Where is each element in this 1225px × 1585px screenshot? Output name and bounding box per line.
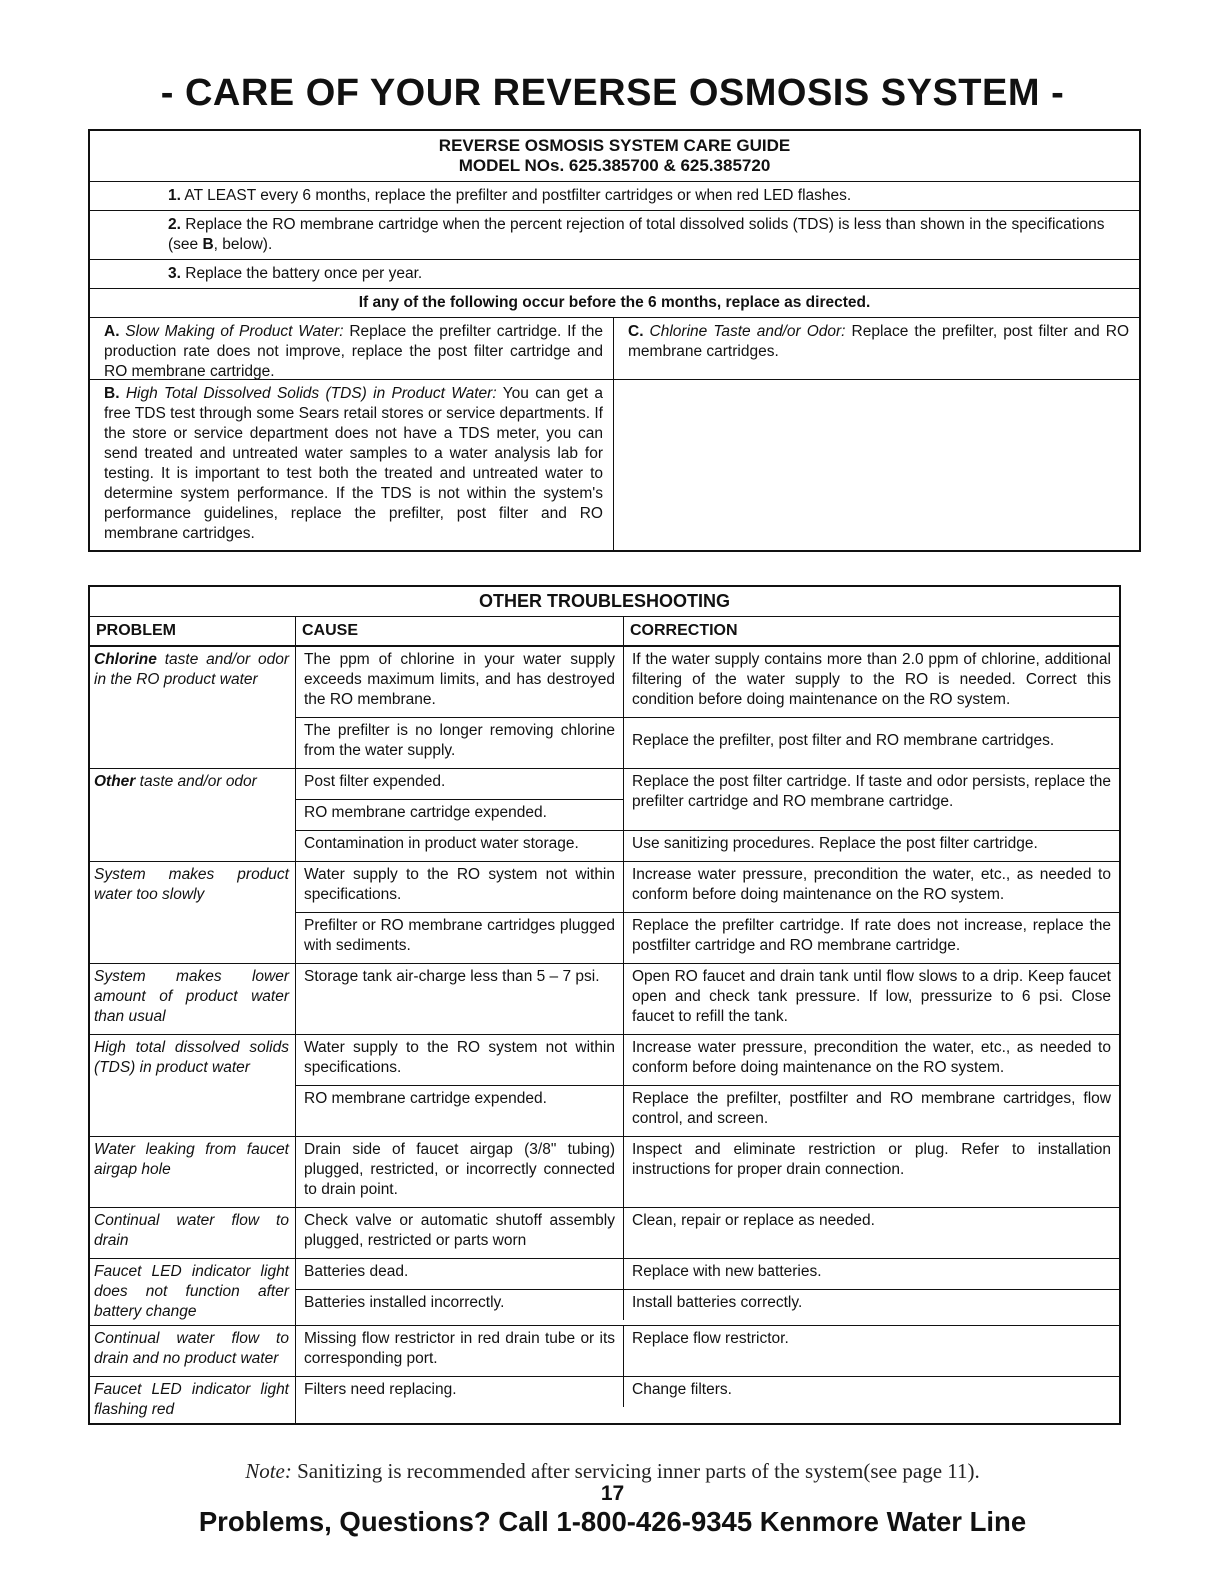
care-step-3 [90, 260, 1139, 289]
cause-cell: Water supply to the RO system not within specifications. [296, 862, 624, 912]
problem-cell: Faucet LED indicator light flashing red [90, 1377, 296, 1423]
item-letter: A. [104, 323, 120, 340]
table-row [90, 1259, 1119, 1326]
problem-text: taste and/or odor [135, 773, 257, 790]
table-row [90, 769, 1119, 862]
cause-cell: Water supply to the RO system not within specifications. [296, 1035, 624, 1085]
item-text: Replace the prefilter cartridge. If the production rate does not improve, replace the post filter cartridge and RO membrane cartridge. [104, 323, 603, 380]
correction-cell: Replace the prefilter cartridge. If rate does not increase, replace the postfilter cartridge and RO membrane cartridge. [632, 917, 1111, 954]
phone-line: Problems, Questions? Call 1-800-426-9345 Kenmore Water Line [198, 1506, 1027, 1537]
care-condition-row: If any of the following occur before the 6 months, replace as directed. [90, 289, 1139, 318]
correction-cell: Increase water pressure, precondition the water, etc., as needed to conform before doing maintenance on the RO system. [632, 1039, 1111, 1076]
care-step-1 [90, 182, 1139, 211]
note-label: Note: [245, 1459, 292, 1483]
cause-correction-pair [296, 1377, 1119, 1407]
cause-correction-pair [296, 718, 1119, 768]
care-grid [90, 318, 1139, 550]
cause-cell: Missing flow restrictor in red drain tube or its corresponding port. [296, 1326, 624, 1376]
step-text: AT LEAST every 6 months, replace the prefilter and postfilter cartridges or when red LED flashes. [180, 187, 852, 204]
correction-cell: Replace with new batteries. [632, 1263, 822, 1280]
correction-cell: Install batteries correctly. [632, 1294, 803, 1311]
problem-cell [90, 769, 296, 861]
troubleshooting-table [88, 585, 1121, 1425]
table-header [90, 617, 1119, 647]
page-title: - CARE OF YOUR REVERSE OSMOSIS SYSTEM - [160, 72, 1065, 114]
problem-cell: Continual water flow to drain [90, 1208, 296, 1258]
step-number: 2. [168, 216, 181, 233]
cause-cell: RO membrane cartridge expended. [304, 804, 547, 821]
cause-correction-pair [296, 1086, 1119, 1136]
page-number: 17 [600, 1482, 625, 1505]
correction-cell: Clean, repair or replace as needed. [632, 1212, 875, 1229]
problem-bold: Other [94, 773, 136, 790]
correction-cell: Inspect and eliminate restriction or plug. Refer to installation instructions for proper drain connection. [632, 1141, 1111, 1178]
cause-cell: Batteries dead. [296, 1259, 624, 1289]
troubleshooting-title: OTHER TROUBLESHOOTING [90, 587, 1119, 617]
cause-cell: The prefilter is no longer removing chlorine from the water supply. [296, 718, 624, 768]
item-text: Replace the prefilter, post filter and RO membrane cartridges. [628, 323, 1130, 360]
step-text: Replace the RO membrane cartridge when the percent rejection of total dissolved solids (TDS) is less than shown in the specifications (see [168, 216, 1105, 253]
problem-cell: System makes lower amount of product water than usual [90, 964, 296, 1034]
table-row [90, 1377, 1119, 1423]
item-title: High Total Dissolved Solids (TDS) in Product Water: [125, 385, 497, 402]
item-title: Chlorine Taste and/or Odor: [649, 323, 846, 340]
item-text: You can get a free TDS test through some Sears retail stores or service departments. If the store or service department does not have a TDS meter, you can send treated and untreated water samples to a water analysis lab for testing. It is important to test both the treated and untreated water to determine system performance. If the TDS is not within the system's performance guidelines, replace the prefilter, post filter and RO membrane cartridges. [104, 385, 604, 542]
correction-cell: Use sanitizing procedures. Replace the post filter cartridge. [632, 835, 1038, 852]
care-step-2 [90, 211, 1139, 260]
cause-correction-pair [296, 964, 1119, 1034]
correction-cell: Increase water pressure, precondition the water, etc., as needed to conform before doing maintenance on the RO system. [632, 866, 1111, 903]
correction-cell: Replace the post filter cartridge. If taste and odor persists, replace the prefilter cartridge and RO membrane cartridge. [632, 773, 1111, 810]
care-guide-box [88, 129, 1141, 552]
cause-correction-pair [296, 831, 1119, 861]
cause-cell: Drain side of faucet airgap (3/8" tubing) plugged, restricted, or incorrectly connected to drain point. [296, 1137, 624, 1207]
table-row [90, 1035, 1119, 1137]
correction-cell: Replace the prefilter, postfilter and RO membrane cartridges, flow control, and screen. [632, 1090, 1111, 1127]
problem-cell: Continual water flow to drain and no product water [90, 1326, 296, 1376]
correction-cell: Change filters. [632, 1381, 732, 1398]
item-title: Slow Making of Product Water: [125, 323, 344, 340]
table-row [90, 862, 1119, 964]
cause-correction-pair [296, 1290, 1119, 1320]
note-text: Sanitizing is recommended after servicing inner parts of the system(see page 11). [291, 1459, 980, 1483]
cause-cell: Contamination in product water storage. [296, 831, 624, 861]
problem-cell: High total dissolved solids (TDS) in product water [90, 1035, 296, 1136]
problem-cell [90, 647, 296, 768]
correction-cell: If the water supply contains more than 2.0 ppm of chlorine, additional filtering of the water supply to the RO is needed. Correct this condition before doing maintenance on the RO system. [632, 651, 1111, 708]
cause-correction-block [296, 964, 1119, 1034]
cause-correction-block [296, 1208, 1119, 1258]
care-guide-title: REVERSE OSMOSIS SYSTEM CARE GUIDE [438, 136, 791, 155]
step-number: 3. [168, 265, 181, 282]
cause-correction-block [296, 769, 1119, 861]
problem-cell: System makes product water too slowly [90, 862, 296, 963]
correction-cell: Replace flow restrictor. [632, 1330, 789, 1347]
sanitizing-note [0, 1459, 1225, 1484]
cause-cell: Post filter expended. [296, 769, 623, 800]
model-numbers: MODEL NOs. 625.385700 & 625.385720 [458, 156, 771, 175]
table-row [90, 1208, 1119, 1259]
step-text: Replace the battery once per year. [180, 265, 423, 282]
correction-cell: Replace the prefilter, post filter and RO membrane cartridges. [632, 732, 1055, 749]
cause-stack [296, 769, 624, 830]
cause-correction-pair [296, 913, 1119, 963]
item-letter: C. [628, 323, 644, 340]
table-row [90, 1326, 1119, 1377]
cause-correction-pair [296, 1326, 1119, 1376]
item-letter: B. [104, 385, 120, 402]
cause-correction-pair [296, 1208, 1119, 1258]
problem-cell: Water leaking from faucet airgap hole [90, 1137, 296, 1207]
care-item-a [90, 318, 613, 380]
cause-correction-block [296, 1035, 1119, 1136]
problem-cell: Faucet LED indicator light does not function after battery change [90, 1259, 296, 1325]
cause-cell: Prefilter or RO membrane cartridges plugged with sediments. [296, 913, 624, 963]
cause-cell: Filters need replacing. [296, 1377, 624, 1407]
problem-text: taste and/or odor in the RO product water [94, 651, 289, 688]
care-item-b [90, 380, 613, 550]
care-guide-heading [90, 131, 1139, 182]
step-text: , below). [213, 236, 273, 253]
cause-correction-block [296, 647, 1119, 768]
cause-cell: Check valve or automatic shutoff assembly plugged, restricted or parts worn [296, 1208, 624, 1258]
care-col-right [614, 318, 1139, 550]
cause-correction-pair [296, 1259, 1119, 1290]
cause-correction-block [296, 862, 1119, 963]
cause-correction-pair [296, 769, 1119, 831]
table-row [90, 964, 1119, 1035]
table-row [90, 1137, 1119, 1208]
problem-bold: Chlorine [94, 651, 157, 668]
table-row [90, 647, 1119, 769]
cause-cell: The ppm of chlorine in your water supply exceeds maximum limits, and has destroyed the RO membrane. [296, 647, 624, 717]
cause-correction-pair [296, 1137, 1119, 1207]
correction-cell: Open RO faucet and drain tank until flow slows to a drip. Keep faucet open and check tank pressure. If low, pressurize to 6 psi. Close faucet to refill the tank. [632, 968, 1111, 1025]
header-problem: PROBLEM [90, 617, 296, 645]
cause-correction-pair [296, 862, 1119, 913]
step-ref: B [202, 236, 214, 253]
step-number: 1. [168, 187, 181, 204]
header-cause: CAUSE [296, 617, 624, 645]
cause-correction-block [296, 1326, 1119, 1376]
care-col-left [90, 318, 614, 550]
cause-cell: Storage tank air-charge less than 5 – 7 psi. [296, 964, 624, 1034]
cause-cell: Batteries installed incorrectly. [296, 1290, 624, 1320]
header-correction: CORRECTION [630, 622, 738, 639]
cause-correction-block [296, 1259, 1119, 1325]
cause-correction-block [296, 1377, 1119, 1423]
care-item-c [614, 318, 1139, 380]
cause-correction-pair [296, 1035, 1119, 1086]
cause-correction-block [296, 1137, 1119, 1207]
cause-cell: RO membrane cartridge expended. [296, 1086, 624, 1136]
cause-correction-pair [296, 647, 1119, 718]
